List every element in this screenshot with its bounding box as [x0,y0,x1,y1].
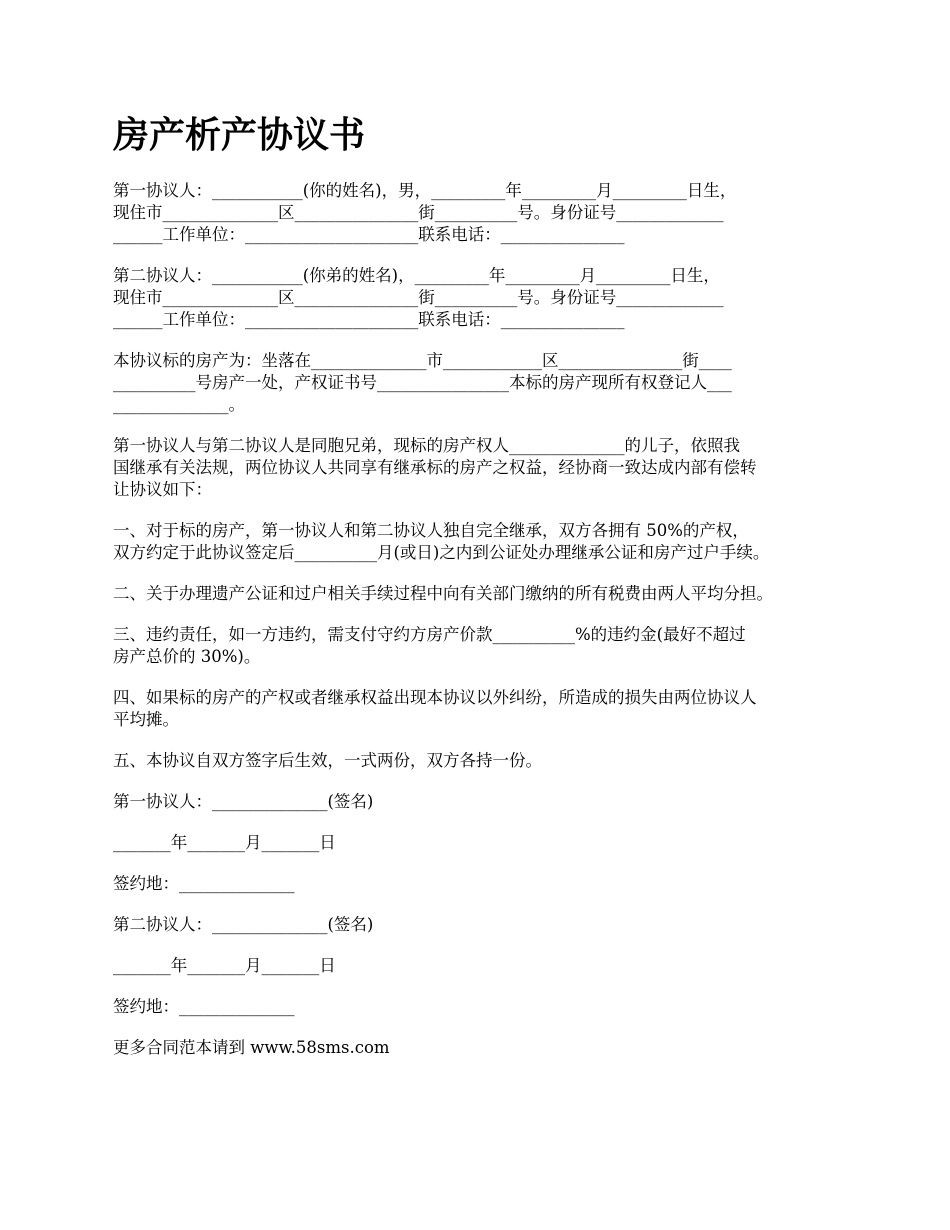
party1-section [113,180,843,246]
clause-2-line-1: 二、关于办理遗产公证和过户相关手续过程中向有关部门缴纳的所有税费由两人平均分担。 [113,584,773,603]
clause-5 [113,750,843,772]
background-section [113,435,843,501]
party1-sign-date: _______年_______月_______日 [113,833,336,852]
party1-sign-place: 签约地：______________ [113,874,295,893]
document-page [113,112,843,1078]
property-section [113,350,843,416]
clause-3 [113,624,843,668]
clause-1 [113,520,843,564]
clause-1-line-1: 一、对于标的房产，第一协议人和第二协议人独自完全继承，双方各拥有 50%的产权， [113,521,749,540]
party2-signature: 第二协议人：______________(签名) [113,915,374,934]
property-line-3: ______________。 [113,395,245,414]
party2-line-3: ______工作单位：_____________________联系电话：_______________ [113,310,625,329]
party2-sign-place: 签约地：______________ [113,997,295,1016]
clause-3-line-2: 房产总价的 30%)。 [113,647,261,666]
clause-1-line-2: 双方约定于此协议签定后__________月(或日)之内到公证处办理继承公证和房产过户手续。 [113,543,770,562]
clause-5-line-1: 五、本协议自双方签字后生效，一式两份，双方各持一份。 [113,751,542,770]
clause-2 [113,583,843,605]
footer-link-text: 更多合同范本请到 www.58sms.com [113,1038,390,1057]
clause-4-line-1: 四、如果标的房产的产权或者继承权益出现本协议以外纠纷，所造成的损失由两位协议人 [113,688,757,707]
background-line-2: 国继承有关法规，两位协议人共同享有继承标的房产之权益，经协商一致达成内部有偿转 [113,458,757,477]
property-line-1: 本协议标的房产为：坐落在______________市____________区_______________街____ [113,351,732,370]
clause-3-line-1: 三、违约责任，如一方违约，需支付守约方房产价款__________%的违约金(最好不超过 [113,625,746,644]
background-line-3: 让协议如下： [113,480,212,499]
party1-line-2: 现住市______________区_______________街__________号。身份证号_____________ [113,203,724,222]
party2-section [113,265,843,331]
document-title: 房产析产协议书 [113,115,366,156]
clause-4 [113,687,843,731]
party2-sign-date: _______年_______月_______日 [113,956,336,975]
party2-line-2: 现住市______________区_______________街__________号。身份证号_____________ [113,288,724,307]
background-line-1: 第一协议人与第二协议人是同胞兄弟，现标的房产权人______________的儿子，依照我 [113,436,740,455]
party2-line-1: 第二协议人：___________(你弟的姓名)，_________年_________月_________日生， [113,266,720,285]
party1-line-1: 第一协议人：___________(你的姓名)，男，_________年_________月_________日生， [113,181,737,200]
party1-line-3: ______工作单位：_____________________联系电话：_______________ [113,225,625,244]
party1-signature: 第一协议人：______________(签名) [113,792,374,811]
property-line-2: __________号房产一处，产权证书号________________本标的房产现所有权登记人___ [113,373,732,392]
clause-4-line-2: 平均摊。 [113,710,179,729]
